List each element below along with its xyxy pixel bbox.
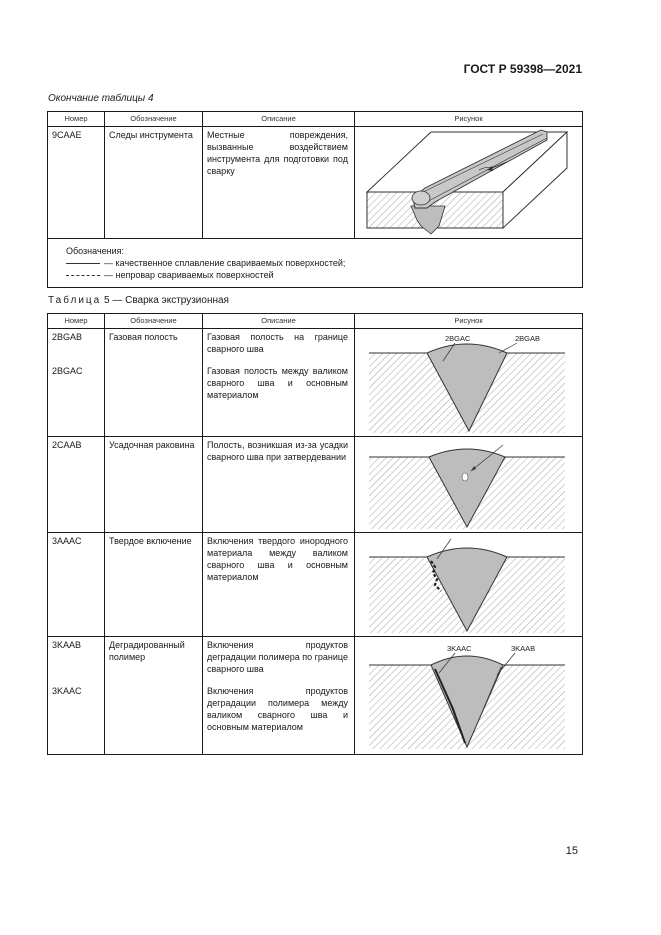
row-designation: Деградированный полимер <box>105 637 203 755</box>
row-description: Газовая полость на границе сварного шва Газовая полость между валиком сварного шва и основным материалом <box>203 329 355 437</box>
row-description-2: Газовая полость между валиком сварного шва и основным материалом <box>207 366 348 400</box>
notes-dashed: — непровар свариваемых поверхностей <box>66 269 564 281</box>
notes-solid: — качественное сплавление свариваемых поверхностей; <box>66 257 564 269</box>
table-row <box>48 637 583 755</box>
page-number: 15 <box>565 845 578 857</box>
col-figure: Рисунок <box>355 112 583 127</box>
dashed-line-icon <box>66 275 100 276</box>
row-number: 9CAAE <box>48 127 105 239</box>
table-header <box>48 314 583 329</box>
row-number-2: 2BGAC <box>52 366 83 376</box>
label-right: 2BGAB <box>515 333 541 343</box>
figure-tool-marks <box>355 127 583 239</box>
row-description: Местные повреждения, вызванные воздействием инструмента для подготовки под сварку <box>203 127 355 239</box>
table-5 <box>47 313 583 755</box>
figure-degraded-polymer <box>355 637 583 755</box>
standard-number: ГОСТ Р 59398—2021 <box>463 62 582 76</box>
table-4 <box>47 111 583 288</box>
row-number: 3KAAB 3KAAC <box>48 637 105 755</box>
table-row <box>48 533 583 637</box>
label-left: 3KAAC <box>447 643 472 653</box>
row-designation: Усадочная раковина <box>105 437 203 533</box>
table-row <box>48 127 583 239</box>
row-number-2: 3KAAC <box>52 686 82 696</box>
row-number: 2CAAB <box>48 437 105 533</box>
col-number: Номер <box>48 314 105 329</box>
col-number: Номер <box>48 112 105 127</box>
notes-row <box>48 239 583 288</box>
row-designation: Следы инструмента <box>105 127 203 239</box>
figure-shrinkage-cavity <box>355 437 583 533</box>
table-header <box>48 112 583 127</box>
table-row <box>48 437 583 533</box>
label-right: 3KAAB <box>511 643 536 653</box>
table5-caption: Таблица 5 — Сварка экструзионная <box>48 295 229 306</box>
table-row <box>48 329 583 437</box>
col-figure: Рисунок <box>355 314 583 329</box>
solid-line-icon <box>66 263 100 264</box>
legend-notes <box>48 239 583 288</box>
notes-heading: Обозначения: <box>66 246 125 256</box>
row-description: Включения продуктов деградации полимера по границе сварного шва Включения продуктов деградации полимера между валиком сварного шва и основным материалом <box>203 637 355 755</box>
table4-caption: Окончание таблицы 4 <box>48 93 154 104</box>
row-number: 3AAAC <box>48 533 105 637</box>
row-designation: Газовая полость <box>105 329 203 437</box>
figure-gas-cavity <box>355 329 583 437</box>
col-designation: Обозначение <box>105 314 203 329</box>
figure-solid-inclusion <box>355 533 583 637</box>
row-designation: Твердое включение <box>105 533 203 637</box>
row-description-2: Включения продуктов деградации полимера между валиком сварного шва и основным материалом <box>207 686 348 732</box>
col-designation: Обозначение <box>105 112 203 127</box>
col-description: Описание <box>203 314 355 329</box>
col-description: Описание <box>203 112 355 127</box>
row-description: Полость, возникшая из-за усадки сварного шва при затвердевании <box>203 437 355 533</box>
row-description: Включения твердого инородного материала между валиком сварного шва и основным материалом <box>203 533 355 637</box>
row-number: 2BGAB 2BGAC <box>48 329 105 437</box>
label-left: 2BGAC <box>445 333 471 343</box>
